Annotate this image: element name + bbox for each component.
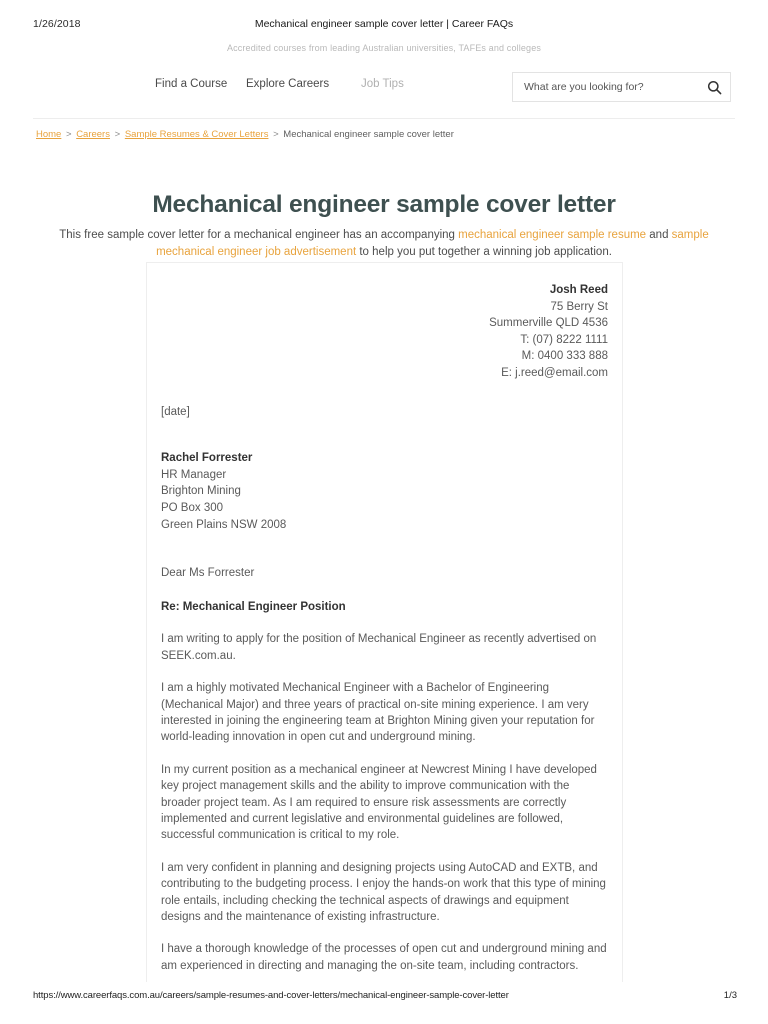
nav-item-explore-careers[interactable]: Explore Careers — [246, 78, 330, 90]
breadcrumb-current: Mechanical engineer sample cover letter — [283, 129, 454, 140]
letter-body — [161, 404, 608, 975]
breadcrumb-link-sample-resumes[interactable]: Sample Resumes & Cover Letters — [124, 129, 269, 140]
sender-street: 75 Berry St — [550, 300, 608, 313]
sender-name: Josh Reed — [549, 284, 608, 296]
recipient-name: Rachel Forrester — [161, 452, 253, 465]
main-navigation — [0, 76, 768, 104]
letter-paragraph: I am writing to apply for the position of Mechanical Engineer as recently advertised on SEEK.com.au. — [161, 633, 597, 662]
intro-text-1: This free sample cover letter for a mechanical engineer has an accompanying — [59, 228, 459, 241]
breadcrumb-separator: > — [273, 129, 279, 140]
cover-letter-card — [146, 262, 623, 982]
breadcrumb-separator: > — [114, 129, 121, 140]
breadcrumb-link-careers[interactable]: Careers — [76, 129, 110, 140]
sender-phone: T: (07) 8222 1111 — [520, 333, 608, 346]
sender-mobile: M: 0400 333 888 — [521, 350, 608, 363]
recipient-company: Brighton Mining — [161, 485, 241, 498]
page-title: Mechanical engineer sample cover letter — [152, 191, 616, 219]
letter-date: [date] — [161, 405, 190, 418]
print-footer-page-number: 1/3 — [723, 990, 737, 1001]
search-box[interactable] — [512, 72, 731, 102]
intro-text-2: and — [646, 228, 672, 241]
print-header — [0, 16, 768, 32]
print-date: 1/26/2018 — [33, 18, 81, 30]
print-footer-url: https://www.careerfaqs.com.au/careers/sample-resumes-and-cover-letters/mechanical-engineer-sample-cover-letter — [33, 990, 509, 1001]
sender-city: Summerville QLD 4536 — [489, 317, 608, 330]
intro-link-job-advertisement[interactable]: sample mechanical engineer job advertisement — [156, 228, 709, 258]
intro-link-sample-resume[interactable]: mechanical engineer sample resume — [458, 228, 647, 241]
nav-divider — [33, 118, 735, 119]
letter-subject: Re: Mechanical Engineer Position — [161, 600, 346, 613]
letter-paragraph: I have a thorough knowledge of the processes of open cut and underground mining and am experienced in directing and managing the on-site team, including contractors. — [161, 943, 607, 972]
letter-salutation: Dear Ms Forrester — [161, 567, 255, 580]
recipient-city: Green Plains NSW 2008 — [161, 518, 287, 531]
breadcrumb-link-home[interactable]: Home — [36, 129, 62, 140]
nav-item-find-a-course[interactable]: Find a Course — [155, 78, 228, 90]
intro-text-3: to help you put together a winning job application. — [356, 246, 612, 258]
search-input[interactable]: What are you looking for? — [524, 81, 644, 93]
recipient-role: HR Manager — [161, 468, 227, 481]
recipient-address-block — [161, 450, 608, 533]
breadcrumb-separator: > — [65, 129, 72, 140]
site-tagline: Accredited courses from leading Australian universities, TAFEs and colleges — [226, 43, 542, 53]
nav-item-job-tips[interactable]: Job Tips — [361, 78, 404, 90]
recipient-po-box: PO Box 300 — [161, 501, 224, 514]
sender-email: E: j.reed@email.com — [501, 366, 608, 379]
letter-paragraph: I am a highly motivated Mechanical Engineer with a Bachelor of Engineering (Mechanical Major) and three years of practical on-site mining experience. I am very interested in joining the engineering team at Brighton Mining given your reputation for world-leading innovation in open cut and underground mining. — [161, 682, 595, 744]
letter-paragraph: In my current position as a mechanical engineer at Newcrest Mining I have developed key project management skills and the ability to improve communication with the broader project team. As I am required to ensure risk assessments are correctly implemented and current legislative and environmental guidelines are followed, successful communication is critical to my role. — [161, 763, 597, 842]
print-footer — [0, 990, 768, 1004]
letter-paragraph: I am very confident in planning and designing projects using AutoCAD and EXTB, and contributing to the budgeting process. I enjoy the hands-on work that this type of mining role entails, including checking the technical aspects of drawings and equipment designs and the maintenance of existing infrastructure. — [161, 861, 606, 923]
print-page-title: Mechanical engineer sample cover letter | Career FAQs — [254, 18, 514, 30]
sender-address-block — [161, 282, 608, 382]
breadcrumb — [36, 128, 454, 141]
search-icon[interactable] — [702, 73, 726, 101]
page-intro — [59, 227, 709, 262]
